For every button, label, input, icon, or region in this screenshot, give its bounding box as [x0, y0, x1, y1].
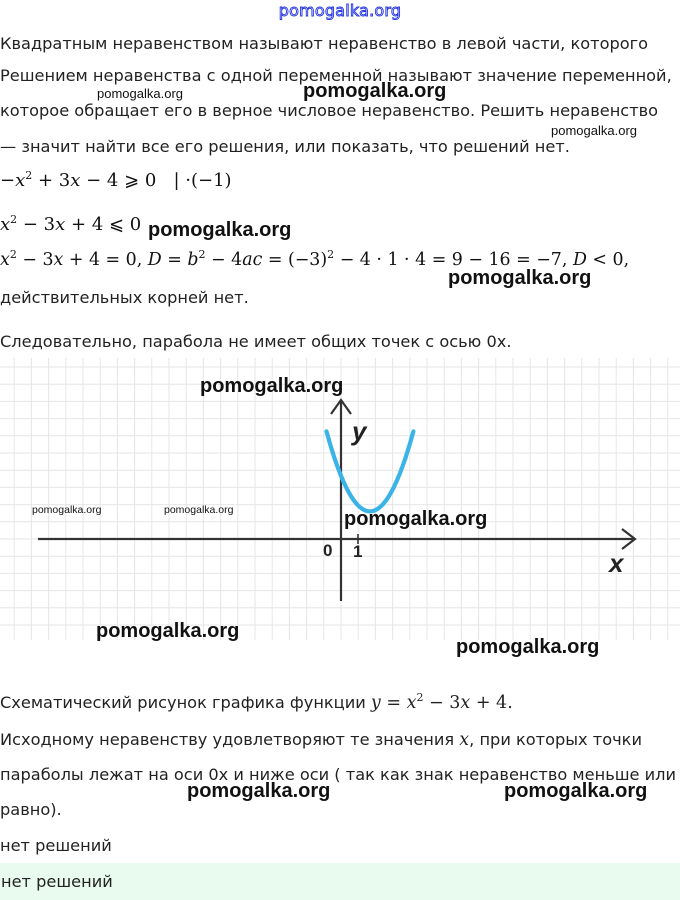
condition-text-end: , при которых точки	[469, 730, 642, 749]
watermark: pomogalka.org	[187, 780, 331, 802]
condition-text: Исходному неравенству удовлетворяют те значения	[0, 730, 460, 749]
condition-line2: параболы лежат на оси 0х и ниже оси ( так как знак неравенство меньше или	[0, 765, 677, 784]
answer-text: нет решений	[0, 836, 112, 855]
paragraph-solution-line3: — значит найти все его решения, или показать, что решений нет.	[0, 137, 570, 156]
origin-label: 0	[323, 541, 333, 560]
schematic-caption-text: Схематический рисунок графика функции	[0, 693, 371, 712]
parabola-graph	[0, 358, 680, 640]
watermark: pomogalka.org	[200, 375, 344, 397]
site-logo[interactable]: pomogalka.org	[278, 1, 402, 20]
watermark: pomogalka.org	[456, 636, 600, 658]
inequality-multiplied: $x^2 - 3x + 4$ ⩽ 0	[0, 213, 142, 235]
no-real-roots-text: действительных корней нет.	[0, 288, 249, 307]
watermark: pomogalka.org	[344, 508, 488, 530]
watermark: pomogalka.org	[303, 80, 447, 102]
paragraph-solution-line1: Решением неравенства с одной переменной называют значение переменной,	[0, 66, 672, 85]
function-formula: $y = x^2 - 3x + 4$.	[370, 691, 513, 713]
tick-1-label: 1	[353, 542, 363, 561]
watermark: pomogalka.org	[97, 86, 183, 101]
watermark: pomogalka.org	[148, 219, 292, 241]
watermark: pomogalka.org	[504, 780, 648, 802]
discriminant-equation: $x^2 - 3x + 4 = 0$, $D = b^2 - 4ac = (-3)^2 - 4 \cdot 1 \cdot 4 = 9 - 16 = -7$, D < 0,	[0, 248, 630, 270]
variable-x: x	[459, 730, 470, 750]
watermark: pomogalka.org	[448, 267, 592, 289]
watermark: pomogalka.org	[32, 504, 102, 516]
watermark: pomogalka.org	[164, 504, 234, 516]
watermark: pomogalka.org	[551, 123, 637, 138]
schematic-caption	[0, 692, 513, 714]
condition-line3: равно).	[0, 800, 62, 819]
y-axis-label: y	[352, 416, 367, 446]
answer-highlight	[0, 863, 680, 900]
inequality-original: $-x^2 + 3x - 4$ ⩾ 0 | ·(−1)	[0, 169, 232, 191]
watermark: pomogalka.org	[96, 620, 240, 642]
parabola-curve	[327, 431, 414, 511]
paragraph-no-intersection: Следовательно, парабола не имеет общих точек с осью 0х.	[0, 332, 512, 351]
paragraph-solution-line2: которое обращает его в верное числовое неравенство. Решить неравенство	[0, 101, 659, 120]
paragraph-definition: Квадратным неравенством называют неравенство в левой части, которого	[0, 34, 649, 53]
answer-highlight-text: нет решений	[1, 872, 113, 891]
condition-line1	[0, 729, 642, 751]
x-axis-label: x	[609, 548, 624, 578]
